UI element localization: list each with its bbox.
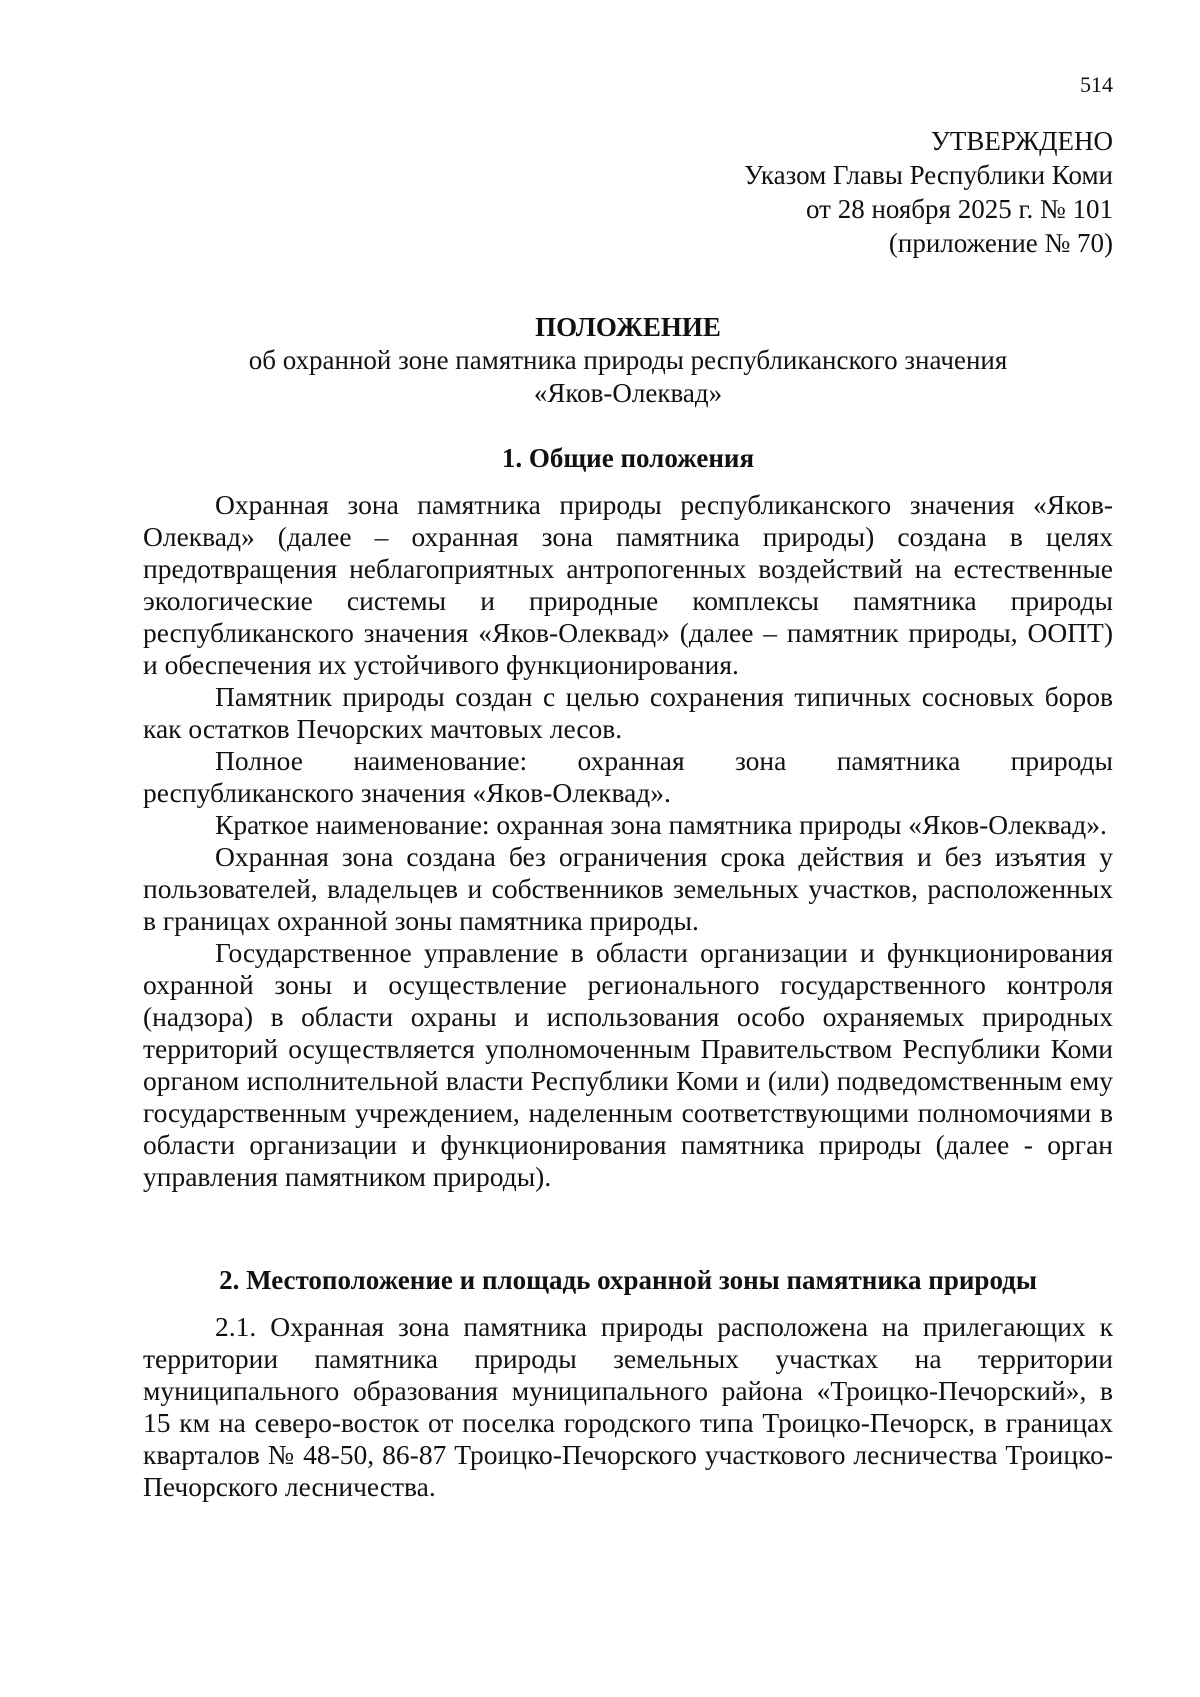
section-1-body: [143, 489, 1113, 1193]
approval-appendix: (приложение № 70): [888, 228, 1113, 258]
paragraph: Полное наименование: охранная зона памятника природы республиканского значения «Яков-Олеквад».: [143, 745, 1113, 808]
approval-stamp: УТВЕРЖДЕНО: [930, 126, 1113, 156]
document-subtitle: об охранной зоне памятника природы республиканского значения: [248, 345, 1008, 375]
document-title-block: [143, 311, 1113, 410]
paragraph: 2.1. Охранная зона памятника природы расположена на прилегающих к территории памятника природы земельных участках на территории муниципального образования муниципального района «Троицко-Печорский», в 15 км на северо-восток от поселка городского типа Троицко-Печорск, в границах кварталов № 48-50, 86-87 Троицко-Печорского участкового лесничества Троицко-Печорского лесничества.: [143, 1311, 1113, 1502]
section-2-heading: 2. Местоположение и площадь охранной зоны памятника природы: [219, 1265, 1037, 1295]
paragraph: Памятник природы создан с целью сохранения типичных сосновых боров как остатков Печорских мачтовых лесов.: [143, 681, 1113, 744]
page-number: 514: [1080, 72, 1113, 97]
paragraph: Охранная зона создана без ограничения срока действия и без изъятия у пользователей, владельцев и собственников земельных участков, расположенных в границах охранной зоны памятника природы.: [143, 841, 1113, 936]
approval-block: [744, 124, 1113, 260]
paragraph: Охранная зона памятника природы республиканского значения «Яков-Олеквад» (далее – охранная зона памятника природы) создана в целях предотвращения неблагоприятных антропогенных воздействий на естественные экологические системы и природные комплексы памятника природы республиканского значения «Яков-Олеквад» (далее – памятник природы, ООПТ) и обеспечения их устойчивого функционирования.: [143, 489, 1113, 680]
section-1-heading: 1. Общие положения: [501, 443, 755, 473]
approval-date: от 28 ноября 2025 г. № 101: [806, 194, 1113, 224]
approval-decree: Указом Главы Республики Коми: [744, 160, 1113, 190]
document-page: [143, 0, 1113, 1697]
section-2-body: [143, 1311, 1113, 1503]
paragraph: Государственное управление в области организации и функционирования охранной зоны и осуществление регионального государственного контроля (надзора) в области охраны и использования особо охраняемых природных территорий осуществляется уполномоченным Правительством Республики Коми органом исполнительной власти Республики Коми и (или) подведомственным ему государственным учреждением, наделенным соответствующими полномочиями в области организации и функционирования памятника природы (далее - орган управления памятником природы).: [143, 937, 1113, 1192]
document-subtitle-name: «Яков-Олеквад»: [533, 378, 723, 408]
document-title: ПОЛОЖЕНИЕ: [535, 312, 721, 342]
paragraph: Краткое наименование: охранная зона памятника природы «Яков-Олеквад».: [215, 809, 1107, 840]
